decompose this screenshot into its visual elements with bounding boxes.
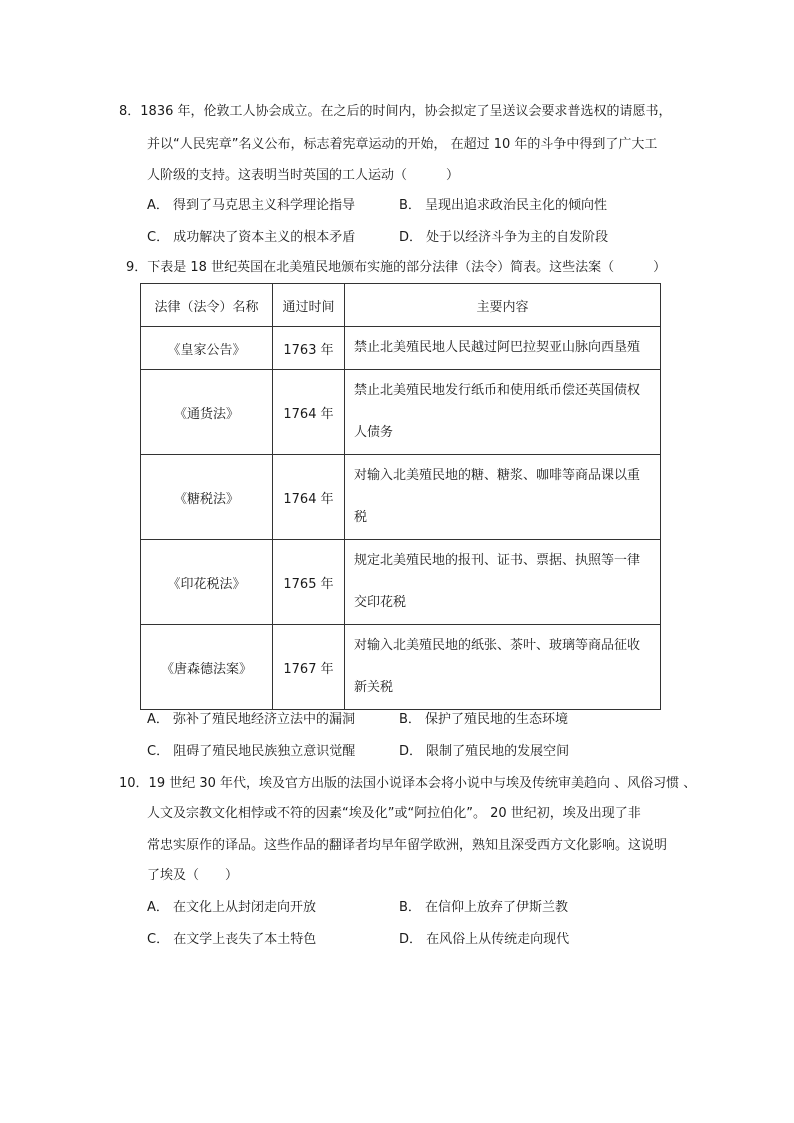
law-content-line: 交印花税 (354, 595, 407, 610)
header-year: 通过时间 (273, 284, 345, 327)
q9-option-d[interactable]: D． 限制了殖民地的发展空间 (399, 744, 570, 759)
law-year: 1763 年 (273, 327, 345, 370)
q8-stem-line-1: 8．1836 年，伦敦工人协会成立。在之后的时间内，协会拟定了呈送议会要求普选权的请愿书， (119, 104, 672, 119)
q10-option-b[interactable]: B． 在信仰上放弃了伊斯兰教 (399, 900, 569, 915)
law-year: 1764 年 (273, 370, 345, 455)
q9-option-b[interactable]: B． 保护了殖民地的生态环境 (399, 712, 569, 727)
table-row (141, 370, 661, 455)
q8-stem-line-2: 并以“人民宪章”名义公布，标志着宪章运动的开始， 在超过 10 年的斗争中得到了广大工 (147, 137, 658, 152)
law-content (345, 540, 661, 625)
q8-option-d[interactable]: D． 处于以经济斗争为主的自发阶段 (399, 230, 609, 245)
table-row (141, 455, 661, 540)
q10-stem-line-3: 常忠实原作的译品。这些作品的翻译者均早年留学欧洲，熟知且深受西方文化影响。这说明 (147, 838, 668, 853)
q8-stem-line-3: 人阶级的支持。这表明当时英国的工人运动（ ） (147, 168, 460, 183)
law-content-line: 禁止北美殖民地人民越过阿巴拉契亚山脉向西垦殖 (354, 340, 641, 355)
law-year: 1764 年 (273, 455, 345, 540)
q9-option-a[interactable]: A． 弥补了殖民地经济立法中的漏洞 (147, 712, 356, 727)
law-year: 1765 年 (273, 540, 345, 625)
law-name: 《糖税法》 (141, 455, 273, 540)
table-row (141, 327, 661, 370)
q10-option-a[interactable]: A． 在文化上从封闭走向开放 (147, 900, 317, 915)
q8-option-b[interactable]: B． 呈现出追求政治民主化的倾向性 (399, 198, 608, 213)
law-content (345, 327, 661, 370)
law-name: 《印花税法》 (141, 540, 273, 625)
q8-option-c[interactable]: C． 成功解决了资本主义的根本矛盾 (147, 230, 356, 245)
laws-table (140, 283, 661, 710)
q9-stem: 9．下表是 18 世纪英国在北美殖民地颁布实施的部分法律（法令）简表。这些法案（ ） (126, 260, 667, 275)
law-content-line: 税 (354, 510, 368, 525)
q10-option-c[interactable]: C． 在文学上丧失了本土特色 (147, 932, 317, 947)
table-row (141, 625, 661, 710)
law-content (345, 625, 661, 710)
law-content (345, 370, 661, 455)
q10-stem-line-2: 人文及宗教文化相悖或不符的因素“埃及化”或“阿拉伯化”。 20 世纪初，埃及出现了非 (147, 806, 641, 821)
law-content-line: 对输入北美殖民地的糖、糖浆、咖啡等商品课以重 (354, 468, 641, 483)
law-name: 《通货法》 (141, 370, 273, 455)
law-content-line: 人债务 (354, 425, 394, 440)
law-content-line: 新关税 (354, 680, 394, 695)
law-content-line: 对输入北美殖民地的纸张、茶叶、玻璃等商品征收 (354, 638, 641, 653)
law-content (345, 455, 661, 540)
law-name: 《唐森德法案》 (141, 625, 273, 710)
header-law-name: 法律（法令）名称 (141, 284, 273, 327)
table-row (141, 540, 661, 625)
q8-option-a[interactable]: A． 得到了马克思主义科学理论指导 (147, 198, 356, 213)
law-year: 1767 年 (273, 625, 345, 710)
q10-option-d[interactable]: D． 在风俗上从传统走向现代 (399, 932, 570, 947)
table-header-row (141, 284, 661, 327)
law-content-line: 禁止北美殖民地发行纸币和使用纸币偿还英国债权 (354, 383, 641, 398)
law-name: 《皇家公告》 (141, 327, 273, 370)
header-content: 主要内容 (345, 284, 661, 327)
q10-stem-line-1: 10．19 世纪 30 年代，埃及官方出版的法国小说译本会将小说中与埃及传统审美趋向 、风俗习惯 、 (119, 776, 697, 791)
q10-stem-line-4: 了埃及（ ） (147, 868, 239, 883)
q9-option-c[interactable]: C． 阻碍了殖民地民族独立意识觉醒 (147, 744, 356, 759)
law-content-line: 规定北美殖民地的报刊、证书、票据、执照等一律 (354, 553, 641, 568)
